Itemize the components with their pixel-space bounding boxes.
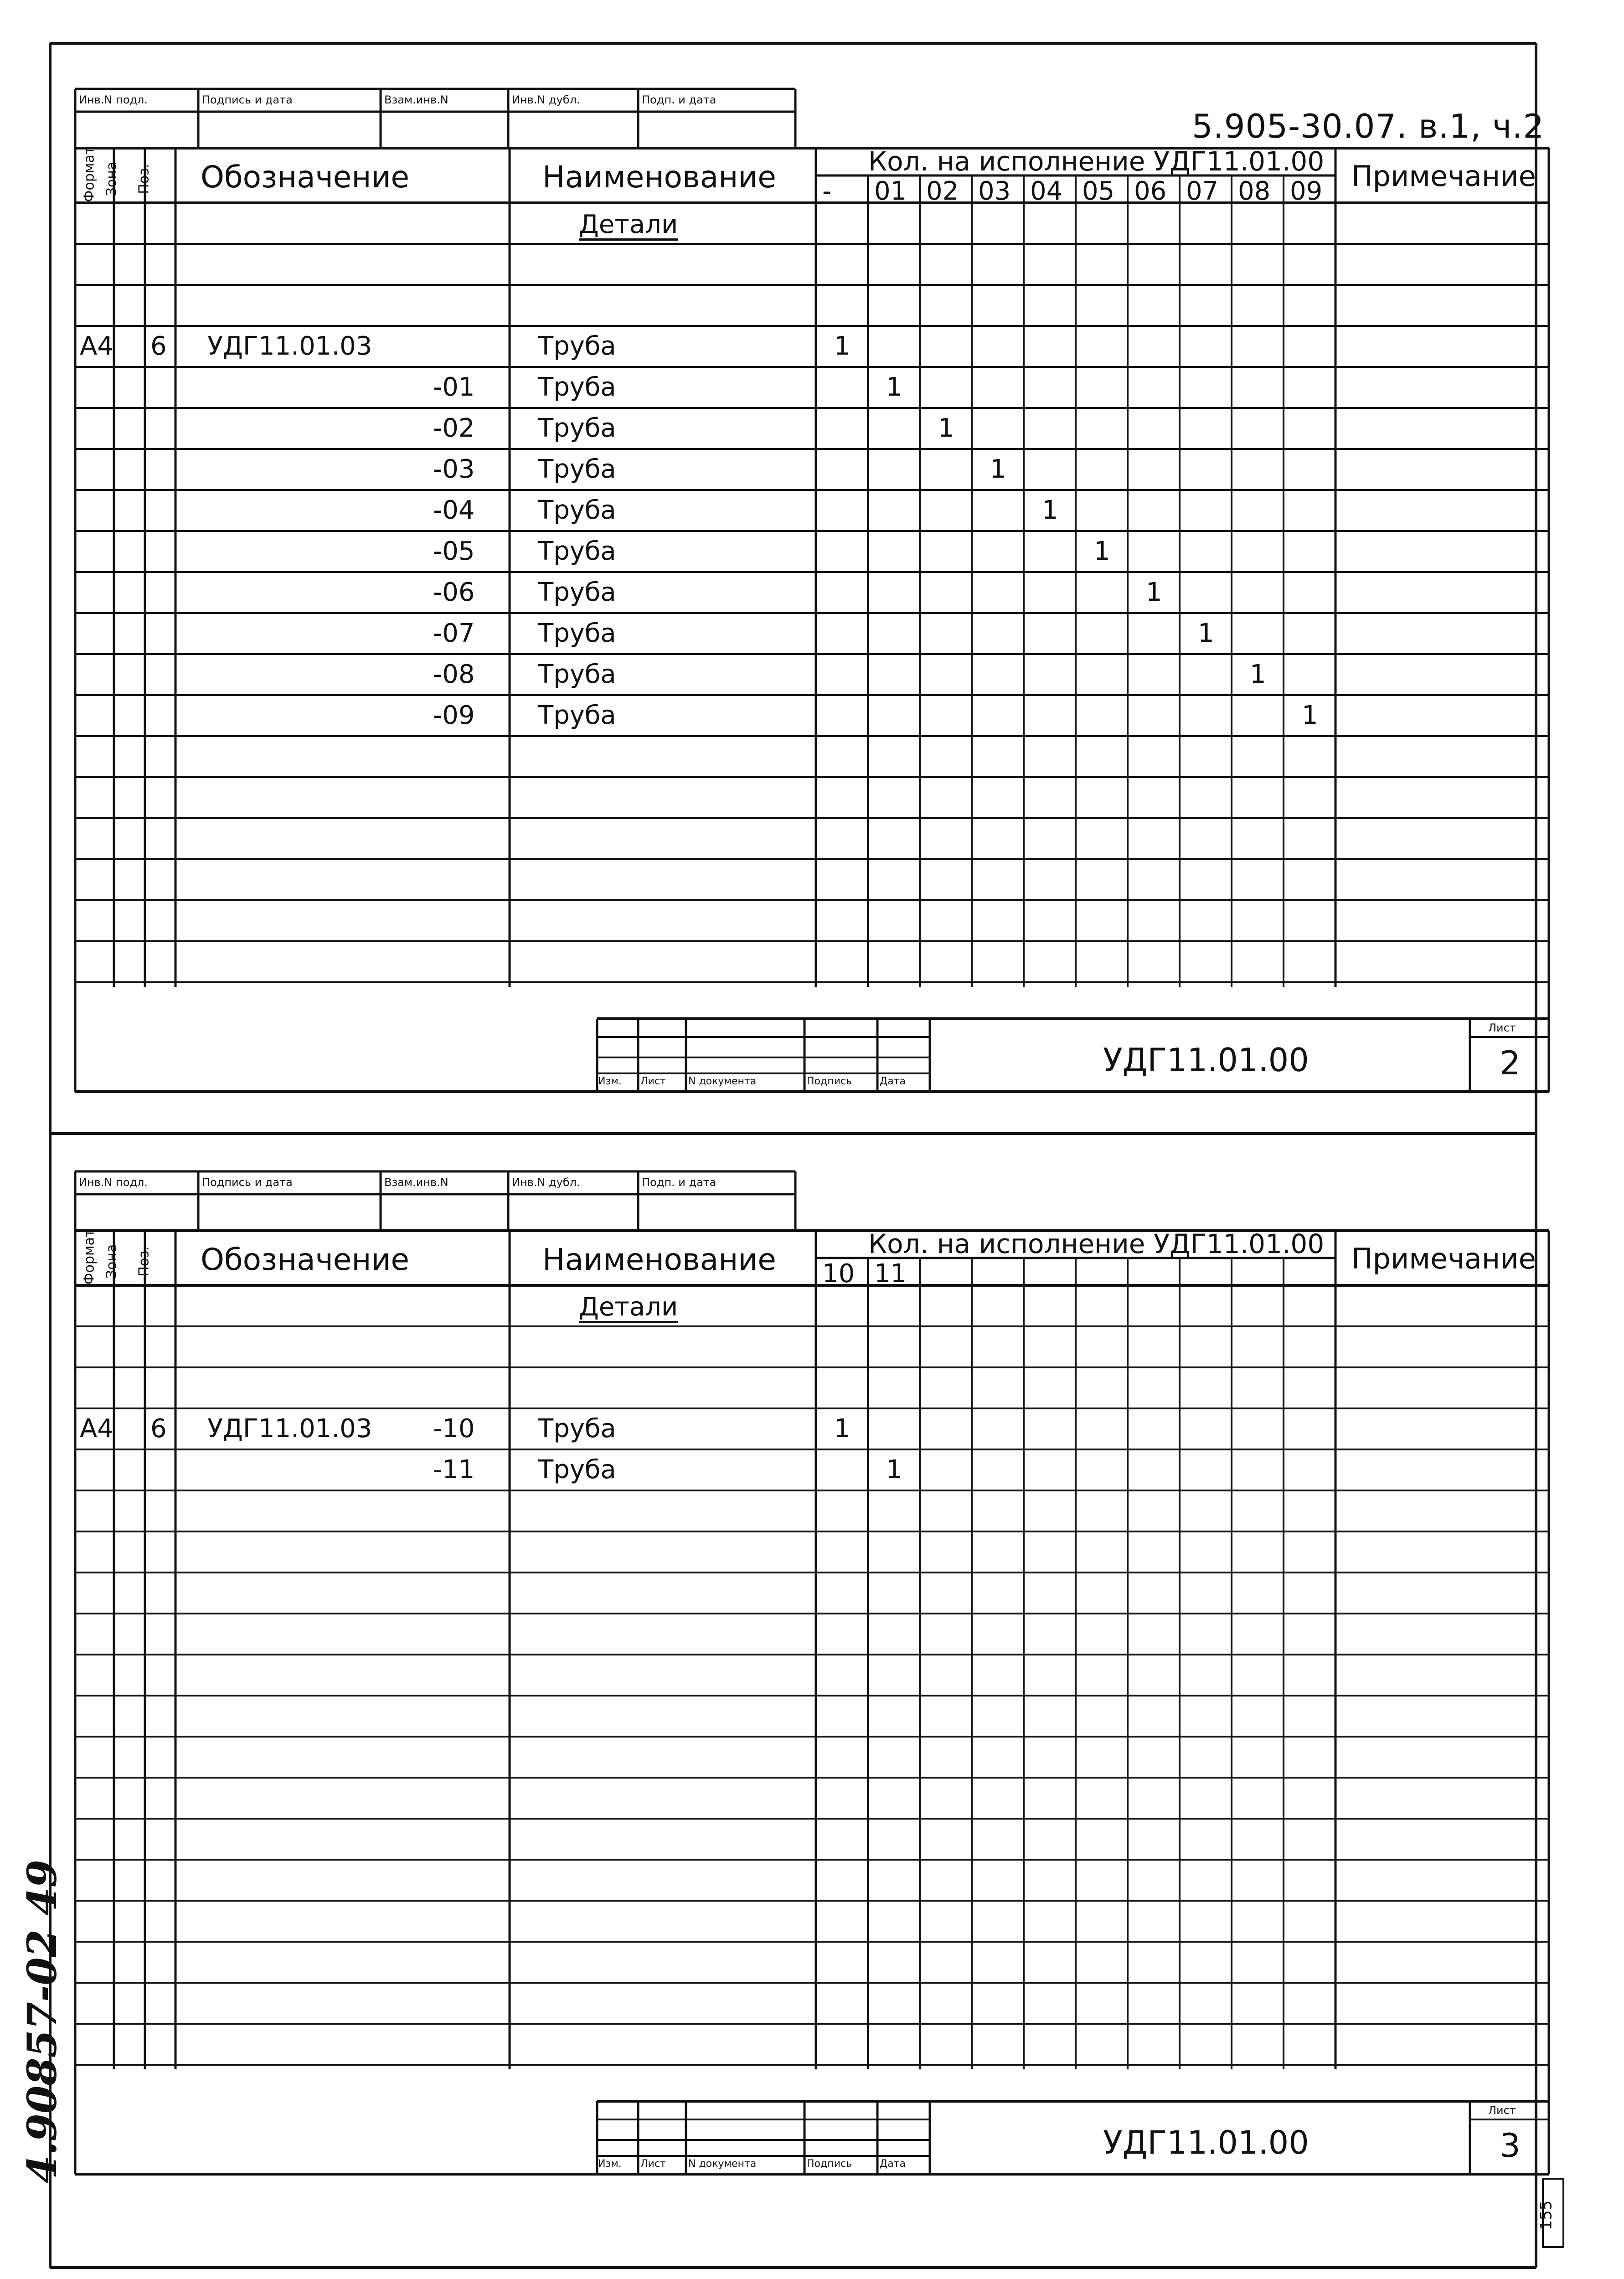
izm-label: Изм. (598, 2158, 622, 2170)
section-title: Детали (579, 210, 678, 239)
zone-header: Зона (103, 1244, 120, 1279)
stamp-label: Взам.инв.N (384, 1176, 449, 1189)
title-code: УДГ11.01.00 (1103, 2124, 1309, 2161)
list-label: Лист (640, 1076, 666, 1087)
izm-label: Изм. (598, 1076, 622, 1087)
variant-col-label: 08 (1238, 176, 1271, 206)
handwritten-archive-number: 4.90857-02 49 (18, 1859, 66, 2183)
document-code: 5.905-30.07. в.1, ч.2 (1192, 107, 1545, 145)
doc-no-label: N документа (688, 1076, 757, 1087)
sign-label: Подпись (807, 1076, 852, 1087)
name-header: Наименование (542, 160, 776, 195)
variant-col-label: 05 (1082, 176, 1115, 206)
variant-col-label: 02 (926, 176, 959, 206)
row-name: Труба (538, 495, 616, 525)
row-designation-suffix: -10 (433, 1414, 475, 1444)
stamp-label: Взам.инв.N (384, 93, 449, 106)
row-designation-suffix: -02 (433, 413, 475, 443)
variant-col-label: 01 (874, 176, 907, 206)
variant-col-label: 11 (874, 1259, 907, 1289)
format-header: Формат (81, 1229, 98, 1285)
row-position: 6 (150, 1414, 167, 1444)
list-label: Лист (640, 2158, 666, 2170)
sheet-label: Лист (1488, 2104, 1516, 2117)
stamp-label: Подп. и дата (642, 1176, 717, 1189)
doc-no-label: N документа (688, 2158, 757, 2170)
row-name: Труба (538, 454, 616, 484)
row-designation-suffix: -08 (433, 660, 475, 689)
variant-col-label: 03 (978, 176, 1011, 206)
pos-header: Поз. (136, 1246, 152, 1277)
row-name: Труба (538, 413, 616, 443)
qty-header: Кол. на исполнение УДГ11.01.00 (868, 1228, 1325, 1259)
variant-col-label: - (822, 176, 832, 206)
format-header: Формат (81, 146, 98, 202)
pos-header: Поз. (136, 164, 152, 194)
stamp-label: Подпись и дата (202, 93, 293, 106)
title-code: УДГ11.01.00 (1103, 1042, 1309, 1079)
row-quantity: 1 (886, 372, 902, 402)
row-quantity: 1 (1198, 619, 1214, 648)
row-name: Труба (538, 372, 616, 402)
row-quantity: 1 (1042, 495, 1058, 525)
row-quantity: 1 (1146, 577, 1162, 607)
row-format: А4 (80, 331, 113, 361)
row-designation: УДГ11.01.03 (207, 331, 372, 361)
name-header: Наименование (542, 1242, 776, 1277)
note-header: Примечание (1351, 160, 1536, 193)
row-designation-suffix: -07 (433, 619, 475, 648)
stamp-label: Подп. и дата (642, 93, 717, 106)
row-designation: УДГ11.01.03 (207, 1414, 372, 1444)
stamp-label: Инв.N дубл. (512, 1176, 580, 1189)
row-quantity: 1 (1302, 701, 1318, 730)
row-quantity: 1 (1094, 536, 1110, 566)
row-designation-suffix: -05 (433, 536, 475, 566)
row-quantity: 1 (886, 1455, 902, 1485)
variant-col-label: 06 (1134, 176, 1167, 206)
stamp-label: Инв.N подл. (79, 1176, 148, 1189)
variant-col-label: 10 (822, 1259, 855, 1289)
qty-header: Кол. на исполнение УДГ11.01.00 (868, 146, 1325, 177)
variant-col-label: 07 (1186, 176, 1219, 206)
row-name: Труба (538, 536, 616, 566)
row-quantity: 1 (938, 413, 954, 443)
row-name: Труба (538, 577, 616, 607)
row-designation-suffix: -06 (433, 577, 475, 607)
designation-header: Обозначение (201, 160, 409, 195)
sheet-number: 3 (1500, 2126, 1521, 2165)
date-label: Дата (880, 2158, 906, 2170)
row-name: Труба (538, 660, 616, 689)
variant-col-label: 04 (1030, 176, 1063, 206)
stamp-label: Инв.N дубл. (512, 93, 580, 106)
row-quantity: 1 (990, 454, 1006, 484)
stamp-label: Подпись и дата (202, 1176, 293, 1189)
zone-header: Зона (103, 161, 120, 196)
row-designation-suffix: -04 (433, 495, 475, 525)
page-number: 155 (1537, 2200, 1556, 2230)
variant-col-label: 09 (1290, 176, 1323, 206)
row-name: Труба (538, 1414, 616, 1444)
note-header: Примечание (1351, 1242, 1536, 1275)
row-quantity: 1 (834, 1414, 851, 1444)
row-name: Труба (538, 619, 616, 648)
row-designation-suffix: -01 (433, 372, 475, 402)
designation-header: Обозначение (201, 1242, 409, 1277)
row-designation-suffix: -11 (433, 1455, 475, 1485)
row-name: Труба (538, 1455, 616, 1485)
row-designation-suffix: -09 (433, 701, 475, 730)
row-format: А4 (80, 1414, 113, 1444)
sheet-number: 2 (1500, 1044, 1521, 1082)
row-name: Труба (538, 701, 616, 730)
sheet-label: Лист (1488, 1021, 1516, 1034)
row-quantity: 1 (834, 331, 851, 361)
row-quantity: 1 (1250, 660, 1266, 689)
date-label: Дата (880, 1076, 906, 1087)
row-designation-suffix: -03 (433, 454, 475, 484)
sign-label: Подпись (807, 2158, 852, 2170)
section-title: Детали (579, 1292, 678, 1322)
row-position: 6 (150, 331, 167, 361)
row-name: Труба (538, 331, 616, 361)
stamp-label: Инв.N подл. (79, 93, 148, 106)
